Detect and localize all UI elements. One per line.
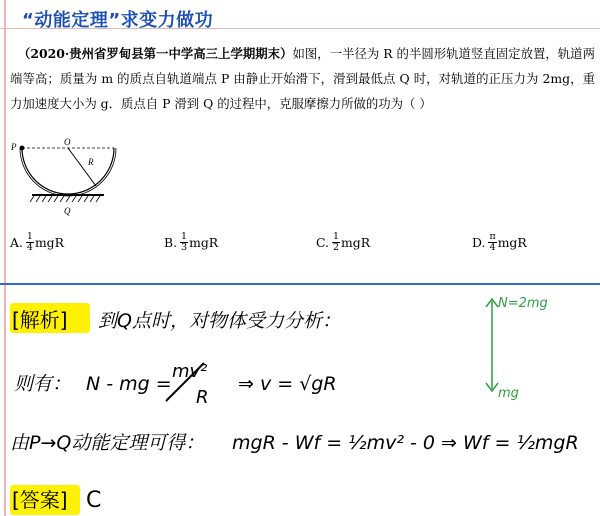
problem-text: 如图，一半径为 R 的半圆形轨道竖直固定放置，轨道两端等高；质量为 m 的质点自轨道端点 P 由静止开始滑下，滑到最低点 Q 时，对轨道的正压力为 2mg，重力加速度大小为 g．质点自 P 滑到 Q 的过程中，克服摩擦力所做的功为（ ） xyxy=(10,46,595,111)
option-letter: C. xyxy=(316,235,329,250)
page-title: “动能定理”求变力做功 xyxy=(22,10,214,31)
line3-equation: mgR - Wf = ½mv² - 0 ⇒ Wf = ½mgR xyxy=(232,432,579,454)
line2-equation: N - mg = xyxy=(86,373,172,395)
label-r: R xyxy=(88,157,94,167)
answer-tag: [答案] xyxy=(12,488,68,512)
answer-options xyxy=(10,232,600,262)
option-fraction: $\frac{1}{3}$ xyxy=(181,231,188,253)
radius-line xyxy=(68,148,96,186)
problem-statement xyxy=(10,41,595,116)
option-letter: A. xyxy=(10,235,23,250)
option-suffix: mgR xyxy=(497,235,527,250)
semicircle-track-figure xyxy=(8,138,128,218)
option-fraction: $\frac{\pi}{4}$ xyxy=(489,231,496,253)
option-letter: D. xyxy=(472,235,486,250)
particle-dot xyxy=(20,146,25,151)
line3-prefix: 由P→Q动能定理可得： xyxy=(10,432,205,454)
option-fraction: $\frac{1}{4}$ xyxy=(26,231,33,253)
problem-source: （2020·贵州省罗甸县第一中学高三上学期期末） xyxy=(18,46,293,61)
line2-fraction-numerator: mv² xyxy=(172,361,208,382)
line2-result: ⇒ v = √gR xyxy=(238,373,337,395)
option-letter: B. xyxy=(164,235,178,250)
force-diagram xyxy=(486,296,548,401)
answer-value: C xyxy=(86,488,102,513)
label-p: P xyxy=(11,142,17,152)
option-fraction: $\frac{1}{2}$ xyxy=(332,231,340,253)
analysis-tag: [解析] xyxy=(12,308,68,332)
option-c[interactable] xyxy=(316,232,370,253)
semicircle-track xyxy=(22,148,114,194)
line2-fraction-denominator: R xyxy=(196,387,209,408)
option-a[interactable] xyxy=(10,232,64,253)
label-o: O xyxy=(64,138,71,147)
handwritten-solution xyxy=(0,285,600,516)
label-q: Q xyxy=(64,206,71,216)
force-down-label: mg xyxy=(498,386,519,401)
option-suffix: mgR xyxy=(341,235,371,250)
option-d[interactable] xyxy=(472,232,527,253)
option-b[interactable] xyxy=(164,232,218,253)
track-outer-edge xyxy=(20,148,116,196)
line2-prefix: 则有： xyxy=(14,373,72,395)
ground-line xyxy=(32,194,104,196)
ground-hatching xyxy=(30,196,100,202)
option-suffix: mgR xyxy=(189,235,219,250)
force-up-label: N=2mg xyxy=(498,296,548,311)
option-suffix: mgR xyxy=(34,235,64,250)
analysis-text: 到Q点时，对物体受力分析： xyxy=(98,310,341,332)
